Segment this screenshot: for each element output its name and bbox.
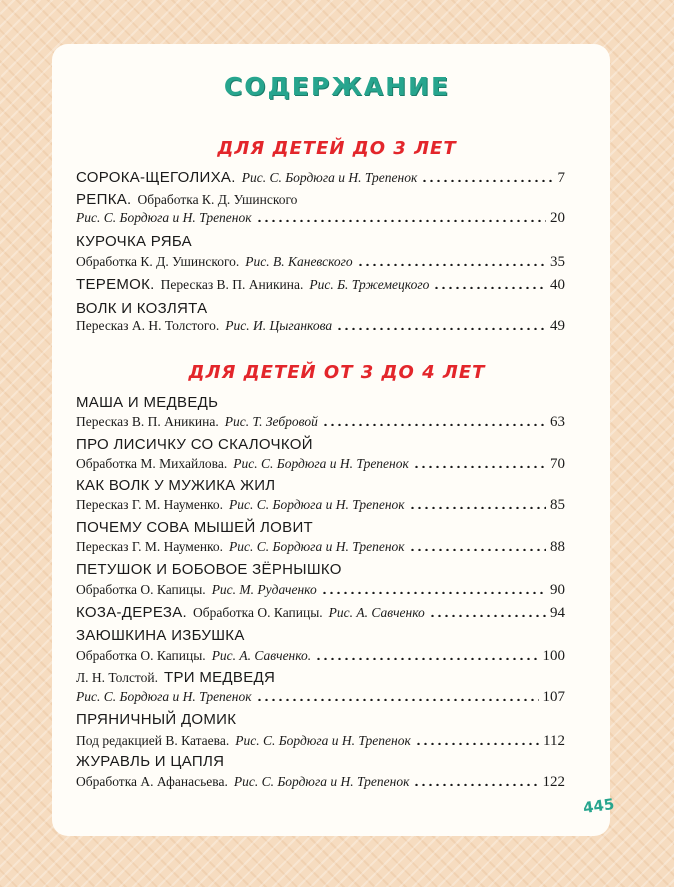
entry-credit: Под редакцией В. Катаева. (76, 733, 230, 748)
entry-page: 88 (550, 539, 565, 555)
toc-entry-sova[interactable] (76, 519, 565, 541)
entry-credit: Пересказ Г. М. Науменко. (76, 539, 224, 554)
toc-entry-domik[interactable] (76, 711, 565, 733)
entry-page: 107 (542, 689, 565, 705)
toc-entry-teremok[interactable] (76, 276, 565, 298)
entry-illustrators: Рис. С. Бордюга и Н. Трепенок (233, 456, 409, 471)
leader-dots (315, 650, 538, 660)
entry-page: 112 (543, 733, 565, 749)
entry-credit: Обработка О. Капицы. (76, 648, 206, 663)
toc-entry-domik-line2[interactable] (76, 733, 565, 755)
leader-dots (409, 499, 546, 509)
toc-entry-tri-medvedya-line2[interactable] (76, 689, 565, 711)
entry-title: ПРЯНИЧНЫЙ ДОМИК (76, 711, 237, 728)
entry-page: 63 (550, 414, 565, 430)
leader-dots (433, 279, 546, 289)
entry-page: 70 (550, 456, 565, 472)
entry-credit: Обработка М. Михайлова. (76, 456, 228, 471)
entry-page: 49 (550, 318, 565, 334)
entry-page: 40 (550, 277, 565, 293)
entry-title: ЖУРАВЛЬ И ЦАПЛЯ (76, 753, 225, 770)
entry-illustrators: Рис. С. Бордюга и Н. Трепенок (233, 774, 410, 789)
toc-entry-petushok-line2[interactable] (76, 582, 565, 604)
leader-dots (421, 172, 553, 182)
entry-page: 100 (542, 648, 565, 664)
entry-illustrators: Рис. С. Бордюга и Н. Трепенок (76, 210, 252, 225)
entry-credit: Пересказ В. П. Аникина. (160, 277, 304, 292)
entry-credit: Обработка О. Капицы. (76, 582, 206, 597)
entry-illustrators: Рис. С. Бордюга и Н. Трепенок (229, 497, 405, 512)
entry-credit: Пересказ Г. М. Науменко. (76, 497, 224, 512)
section-heading-3-to-4: ДЛЯ ДЕТЕЙ ОТ 3 ДО 4 ЛЕТ (188, 362, 486, 383)
toc-entry-zhuravl[interactable] (76, 753, 565, 775)
entry-credit: Обработка К. Д. Ушинского (137, 192, 298, 207)
leader-dots (336, 320, 546, 330)
toc-entry-lisichka-line2[interactable] (76, 456, 565, 478)
leader-dots (413, 458, 546, 468)
entry-illustrators: Рис. В. Каневского (245, 254, 353, 269)
toc-entry-masha[interactable] (76, 394, 565, 416)
entry-title: ПОЧЕМУ СОВА МЫШЕЙ ЛОВИТ (76, 519, 313, 536)
toc-entry-sova-line2[interactable] (76, 539, 565, 561)
leader-dots (321, 584, 546, 594)
toc-entry-volk-muzhik-line2[interactable] (76, 497, 565, 519)
toc-entry-masha-line2[interactable] (76, 414, 565, 436)
toc-entry-kurochka[interactable] (76, 233, 565, 255)
entry-credit: Обработка О. Капицы. (192, 605, 323, 620)
leader-dots (357, 256, 546, 266)
entry-illustrators: Рис. С. Бордюга и Н. Трепенок (229, 539, 405, 554)
entry-page: 94 (550, 605, 565, 621)
entry-illustrators: Рис. А. Савченко (328, 605, 425, 620)
entry-credit: Пересказ В. П. Аникина. (76, 414, 219, 429)
page-number: 445 (581, 794, 616, 818)
entry-page: 90 (550, 582, 565, 598)
toc-entry-kurochka-line2[interactable] (76, 254, 565, 276)
entry-page: 7 (557, 170, 565, 186)
toc-entry-repka-line2[interactable] (76, 210, 565, 232)
entry-page: 35 (550, 254, 565, 270)
entry-credit: Обработка А. Афанасьева. (76, 774, 228, 789)
entry-illustrators: Рис. С. Бордюга и Н. Трепенок (76, 689, 252, 704)
entry-page: 20 (550, 210, 565, 226)
leader-dots (322, 416, 546, 426)
toc-entry-volk-muzhik[interactable] (76, 477, 565, 499)
leader-dots (415, 735, 539, 745)
entry-credit: Пересказ А. Н. Толстого. (76, 318, 220, 333)
entry-title: ТЕРЕМОК. (76, 276, 155, 293)
entry-title: КОЗА-ДЕРЕЗА. (76, 604, 187, 621)
entry-page: 85 (550, 497, 565, 513)
leader-dots (409, 541, 546, 551)
toc-entry-lisichka[interactable] (76, 436, 565, 458)
entry-title: СОРОКА-ЩЕГОЛИХА. (76, 169, 236, 186)
leader-dots (413, 776, 538, 786)
leader-dots (256, 212, 546, 222)
toc-entry-koza[interactable] (76, 604, 565, 626)
entry-title: КУРОЧКА РЯБА (76, 233, 192, 250)
toc-entry-soroka[interactable] (76, 169, 565, 191)
entry-illustrators: Рис. М. Рудаченко (211, 582, 317, 597)
leader-dots (256, 691, 539, 701)
entry-illustrators: Рис. Б. Тржемецкого (309, 277, 430, 292)
toc-entry-tri-medvedya[interactable] (76, 669, 565, 691)
entry-illustrators: Рис. С. Бордюга и Н. Трепенок (235, 733, 411, 748)
entry-title: ПЕТУШОК И БОБОВОЕ ЗЁРНЫШКО (76, 561, 342, 578)
section-heading-under-3: ДЛЯ ДЕТЕЙ ДО 3 ЛЕТ (217, 138, 457, 159)
entry-page: 122 (542, 774, 565, 790)
entry-title: ВОЛК И КОЗЛЯТА (76, 300, 208, 317)
leader-dots (429, 607, 546, 617)
toc-entry-petushok[interactable] (76, 561, 565, 583)
entry-credit: Обработка К. Д. Ушинского. (76, 254, 240, 269)
entry-title: РЕПКА. (76, 191, 132, 208)
toc-entry-zayushkina[interactable] (76, 627, 565, 649)
entry-author: Л. Н. Толстой. (76, 670, 159, 685)
entry-title: МАША И МЕДВЕДЬ (76, 394, 219, 411)
entry-title: ЗАЮШКИНА ИЗБУШКА (76, 627, 245, 644)
entry-illustrators: Рис. С. Бордюга и Н. Трепенок (241, 170, 418, 185)
toc-entry-zayushkina-line2[interactable] (76, 648, 565, 670)
toc-entry-volk-kozlyata-line2[interactable] (76, 318, 565, 340)
entry-title: ТРИ МЕДВЕДЯ (164, 669, 276, 686)
entry-illustrators: Рис. И. Цыганкова (225, 318, 333, 333)
entry-title: КАК ВОЛК У МУЖИКА ЖИЛ (76, 477, 276, 494)
entry-illustrators: Рис. А. Савченко. (211, 648, 312, 663)
entry-illustrators: Рис. Т. Зебровой (224, 414, 318, 429)
entry-title: ПРО ЛИСИЧКУ СО СКАЛОЧКОЙ (76, 436, 313, 453)
toc-entry-zhuravl-line2[interactable] (76, 774, 565, 796)
contents-title: СОДЕРЖАНИЕ (223, 72, 451, 101)
